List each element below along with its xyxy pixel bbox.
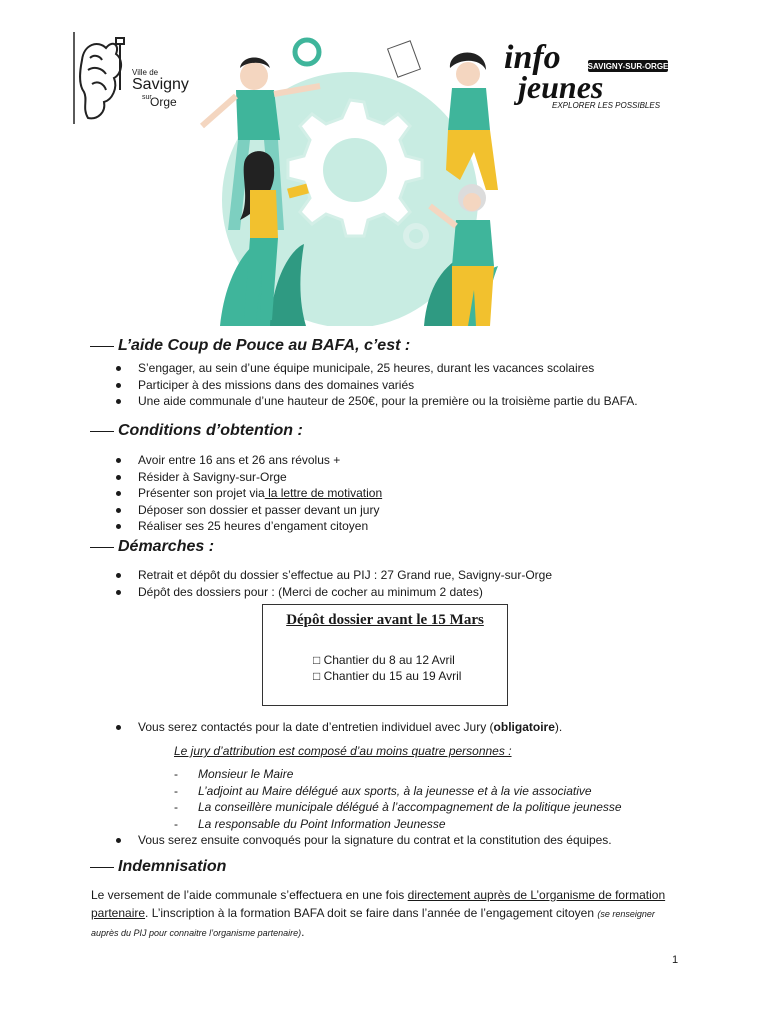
info-jeunes-word1: info — [504, 39, 561, 76]
motivation-letter-link[interactable]: la lettre de motivation — [264, 486, 383, 500]
heading-rule — [90, 547, 114, 548]
indem-part1: Le versement de l’aide communale s’effectuera en une fois — [91, 888, 408, 902]
list-item: Retrait et dépôt du dossier s’effectue au PIJ : 27 Grand rue, Savigny-sur-Orge — [112, 567, 712, 584]
info-jeunes-logo — [500, 36, 670, 110]
section-heading-demarches — [90, 538, 214, 556]
gear-icon — [288, 100, 422, 236]
savigny-logo — [72, 30, 189, 128]
contact-bold: obligatoire — [493, 720, 555, 734]
indem-part3: . — [301, 925, 305, 939]
jury-member: - L’adjoint au Maire délégué aux sports, à la jeunesse et à la vie associative — [174, 783, 622, 800]
heading-rule — [90, 867, 114, 868]
section-heading-conditions — [90, 422, 303, 440]
logo-ville-line3: sur — [142, 94, 152, 101]
motivation-text: Présenter son projet via — [138, 486, 265, 500]
list-item: Déposer son dossier et passer devant un jury — [112, 502, 712, 519]
signature-list — [112, 832, 712, 849]
jury-title: Le jury d’attribution est composé d’au moins quatre personnes : — [174, 744, 512, 758]
list-item-motivation — [112, 485, 712, 502]
list-item: Dépôt des dossiers pour : (Merci de cocher au minimum 2 dates) — [112, 584, 712, 601]
info-jeunes-badge: SAVIGNY-SUR-ORGE — [587, 62, 669, 71]
logo-ville-line1: Ville de — [132, 68, 159, 77]
jury-member: - La responsable du Point Information Jeunesse — [174, 816, 622, 833]
list-item: S’engager, au sein d’une équipe municipale, 25 heures, durant les vacances scolaires — [112, 360, 712, 377]
list-item: Vous serez ensuite convoqués pour la signature du contrat et la constitution des équipes. — [112, 832, 712, 849]
indem-note: (se renseigner auprès du PIJ pour connaitre l’organisme partenaire) — [91, 909, 655, 938]
list-item-contact — [112, 719, 712, 736]
section-title: Indemnisation — [118, 858, 227, 875]
coup-de-pouce-list — [112, 360, 712, 410]
contact-pre: Vous serez contactés pour la date d’entretien individuel avec Jury ( — [138, 720, 494, 734]
logo-ville-line2: Savigny — [132, 76, 189, 93]
list-item: Réaliser ses 25 heures d’engament citoyen — [112, 518, 712, 535]
list-item: Résider à Savigny-sur-Orge — [112, 469, 712, 486]
list-item: Participer à des missions dans des domaines variés — [112, 377, 712, 394]
chantier-option-1[interactable]: □ Chantier du 8 au 12 Avril — [313, 653, 455, 667]
heading-rule — [90, 431, 114, 432]
indem-organisme-text: directement auprès de L’organisme de formation partenaire — [91, 888, 666, 920]
section-heading-coup-de-pouce — [90, 337, 410, 355]
jury-members-list — [174, 766, 622, 832]
contact-post: ). — [554, 720, 563, 734]
heading-rule — [90, 346, 114, 347]
section-heading-indemnisation — [90, 858, 226, 876]
lion-crest-icon — [72, 30, 130, 126]
page-number: 1 — [672, 954, 679, 966]
jury-member: - Monsieur le Maire — [174, 766, 622, 783]
section-title: Démarches : — [118, 538, 215, 555]
info-jeunes-tagline: EXPLORER LES POSSIBLES — [552, 101, 661, 110]
depot-box-title: Dépôt dossier avant le 15 Mars — [286, 612, 484, 628]
indem-part2: . L’inscription à la formation BAFA doit se faire dans l’année de l’engagement citoyen — [145, 906, 598, 920]
chantier-option-2[interactable]: □ Chantier du 15 au 19 Avril — [313, 669, 462, 683]
indemnisation-paragraph — [91, 886, 671, 942]
contact-list — [112, 719, 712, 736]
logo-ville-line4: Orge — [150, 95, 177, 109]
hero-illustration — [180, 30, 520, 326]
depot-deadline-box — [262, 604, 508, 706]
jury-member: - La conseillère municipale délégué à l’accompagnement de la politique jeunesse — [174, 799, 622, 816]
section-title: Conditions d’obtention : — [118, 422, 303, 439]
list-item: Avoir entre 16 ans et 26 ans révolus + — [112, 452, 712, 469]
section-title: L’aide Coup de Pouce au BAFA, c’est : — [118, 337, 411, 354]
list-item: Une aide communale d’une hauteur de 250€, pour la première ou la troisième partie du BAFA. — [112, 393, 712, 410]
demarches-list — [112, 567, 712, 600]
info-jeunes-word2: jeunes — [518, 69, 604, 105]
conditions-list — [112, 452, 712, 535]
